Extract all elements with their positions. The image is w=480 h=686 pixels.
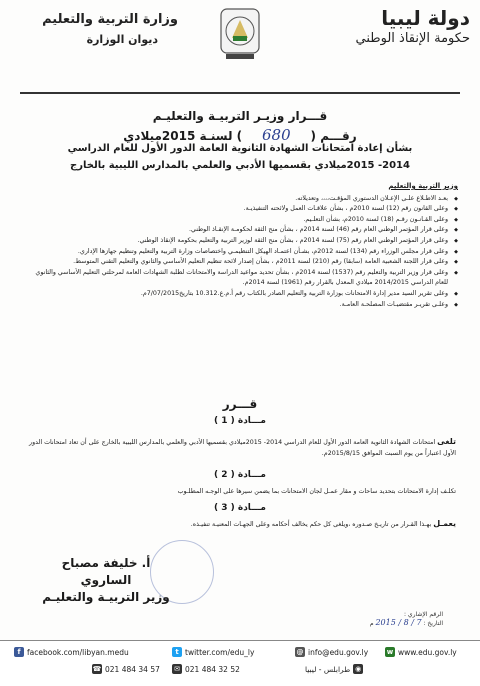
- preamble-item: ◆ وعلى القانون رقم (12) لسنة 2010م ، بشأن علاقـات العمل ولائحته التنفيذيـة.: [28, 204, 458, 215]
- phone-1-text: 021 484 34 57: [105, 664, 160, 674]
- footer-row-contact: [0, 664, 480, 680]
- preamble-heading: وزير التربية والتعليم: [388, 182, 458, 190]
- header-state-block: [290, 6, 470, 48]
- phone-1: [92, 664, 160, 674]
- preamble-item: ◆ وعلى القـانـون رقـم (18) لسنة 2010م، بشأن التعلـيم.: [28, 215, 458, 226]
- article-1-body: امتحانات الشهادة الثانوية العامة الدور الأول للعام الدراسي 2014- 2015ميلادي بقسميها الأدبي والعلمي بالمدارس الليبية بالخارج على أن تعاد امتحانات الدور الأول اعتباراً من يوم السبت الموافق 2015/8/15م.: [29, 439, 456, 457]
- article-3-text: [24, 518, 456, 530]
- phone-2: [172, 664, 240, 674]
- signatory-name: أ. خليفة مصباح الساروي: [61, 556, 151, 587]
- decree-subject-line2: 2014- 2015ميلادي بقسميها الأدبي والعلمي بالمدارس الليبية بالخارج: [70, 160, 410, 171]
- footer: [0, 640, 480, 686]
- globe-icon: w: [386, 648, 394, 656]
- decree-title: قـــرار وزيـر التربيـة والتعليـم: [152, 109, 328, 123]
- office-name: ديوان الوزارة: [86, 33, 158, 46]
- website-link[interactable]: [385, 647, 457, 657]
- reference-block: [333, 611, 443, 628]
- article-1-lead: تلغى: [437, 437, 456, 446]
- ministry-name: وزارة التربية والتعليم: [42, 12, 178, 27]
- phone-2-text: 021 484 32 52: [185, 664, 240, 674]
- facebook-text: facebook.com/libyan.medu: [27, 647, 129, 657]
- email-link[interactable]: [295, 647, 368, 657]
- city-text: طرابلس - ليبيا: [305, 664, 351, 674]
- preamble-item: ◆ وعلى قرار اللجنة الشعبية العامة (سابقا) رقم (210) لسنة 2011م ، بشأن إصدار لائحة تنظيم التعليم الأساسي والثانوي والتعليم التقني المتوسط.: [28, 257, 458, 268]
- fax-icon: ✉: [172, 664, 182, 674]
- twitter-text: twitter.com/edu_ly: [185, 647, 255, 657]
- footer-row-links: [0, 647, 480, 663]
- preamble-item: ◆ وعلى قرار المؤتمر الوطني العام رقم (75) لسنة 2014م ، بشأن منح الثقة لوزير التربية والتعليم بحكومة الإنقاذ الوطني.: [28, 236, 458, 247]
- preamble: [28, 181, 458, 310]
- city: [305, 664, 363, 674]
- state-name: دولة ليبيا: [381, 6, 470, 30]
- number-suffix: ) لسنـة 2015ميلادي: [123, 129, 243, 143]
- reference-date-era: م: [369, 620, 374, 627]
- decree-number-line: [20, 126, 460, 144]
- article-1-heading: مـــادة ( 1 ): [213, 416, 266, 426]
- location-icon: ◉: [355, 665, 362, 673]
- decree-number: 680: [262, 126, 291, 144]
- ministry-logo: [218, 6, 262, 62]
- preamble-item: ◆ وعلى قرار المؤتمر الوطني العام رقم (46) لسنة 2014م ، بشأن منح الثقة لحكومـة الإنقـاذ الوطني.: [28, 225, 458, 236]
- decree-subject-line1: بشأن إعادة امتحانات الشهادة الثانوية العامة الدور الأول للعام الدراسي: [67, 143, 413, 154]
- preamble-item: ◆ بعـد الاطـلاع علـى الإعـلان الدستوري المؤقـت،،،، وتعديلاته.: [28, 194, 458, 205]
- article-3-heading: مـــادة ( 3 ): [213, 503, 266, 513]
- twitter-link[interactable]: [172, 647, 254, 657]
- facebook-icon: f: [14, 647, 24, 657]
- signatory-role: وزير التربيـة والتعليـم: [42, 590, 170, 604]
- article-2-text: تكلـف إدارة الامتحانات بتحديد ساحات و مقار عمـل لجان الامتحانات بما يضمن سيرها على الوجـه المطلـوب: [177, 488, 456, 495]
- article-2-heading: مـــادة ( 2 ): [213, 470, 266, 480]
- phone-icon: ☎: [92, 665, 102, 673]
- facebook-link[interactable]: [14, 647, 129, 657]
- number-prefix: رقـــم (: [310, 129, 357, 143]
- header-divider: [20, 92, 460, 94]
- decree-heading: قـــرر: [222, 397, 258, 411]
- reference-number-label: الرقم الإشاري :: [403, 611, 443, 618]
- government-name: حكومة الإنقاذ الوطني: [355, 31, 470, 46]
- preamble-item: ◆ وعلـى تقريـر مقتضيـات المصلحـة العامـة.: [28, 300, 458, 311]
- article-3-lead: يعمـل: [433, 519, 456, 528]
- email-text: info@edu.gov.ly: [308, 647, 369, 657]
- website-text: www.edu.gov.ly: [398, 647, 457, 657]
- preamble-item: ◆ وعلى قرار مجلس الوزراء رقم (134) لسنة 2012م، بشـأن اعتمـاد الهيكل التنظيمـي واختصاصات وزارة التربية والتعليم وتنظيم جهازها الإداري.: [28, 247, 458, 258]
- article-1-text: [24, 436, 456, 459]
- email-icon: @: [296, 648, 304, 656]
- preamble-item: ◆ وعلى تقرير السيد مدير إدارة الامتحانات بوزارة التربية والتعليم الصادر بالكتاب رقم أ.م.ع.10.312 بتاريخ7/07/2015م.: [28, 289, 458, 300]
- article-3-body: بهـذا القـرار من تاريـخ صـدوره ،ويلغى كل حكم يخالف أحكامه وعلى الجهـات المعنيـة تنفيـذه.: [190, 521, 432, 528]
- twitter-icon: t: [172, 647, 182, 657]
- signature-block: [36, 555, 176, 606]
- reference-date-value: 7 / 8 / 2015: [375, 618, 422, 627]
- reference-date-row: [333, 619, 443, 628]
- header-ministry-block: [8, 10, 178, 50]
- reference-date-label: التاريخ :: [423, 620, 443, 627]
- preamble-item: ◆ وعلى قرار وزير التربية والتعليم رقم (1537) لسنة 2014م ، بشأن تحديد مواعيد الدراسة والامتحانات لطلبة الشهادات العامة لمرحلتي التعليم الأساسي والثانوي للعام الدراسي 2014/2015 ميلادي المعدل بالقرار رقم (1961) لسنة 2014م.: [28, 268, 458, 289]
